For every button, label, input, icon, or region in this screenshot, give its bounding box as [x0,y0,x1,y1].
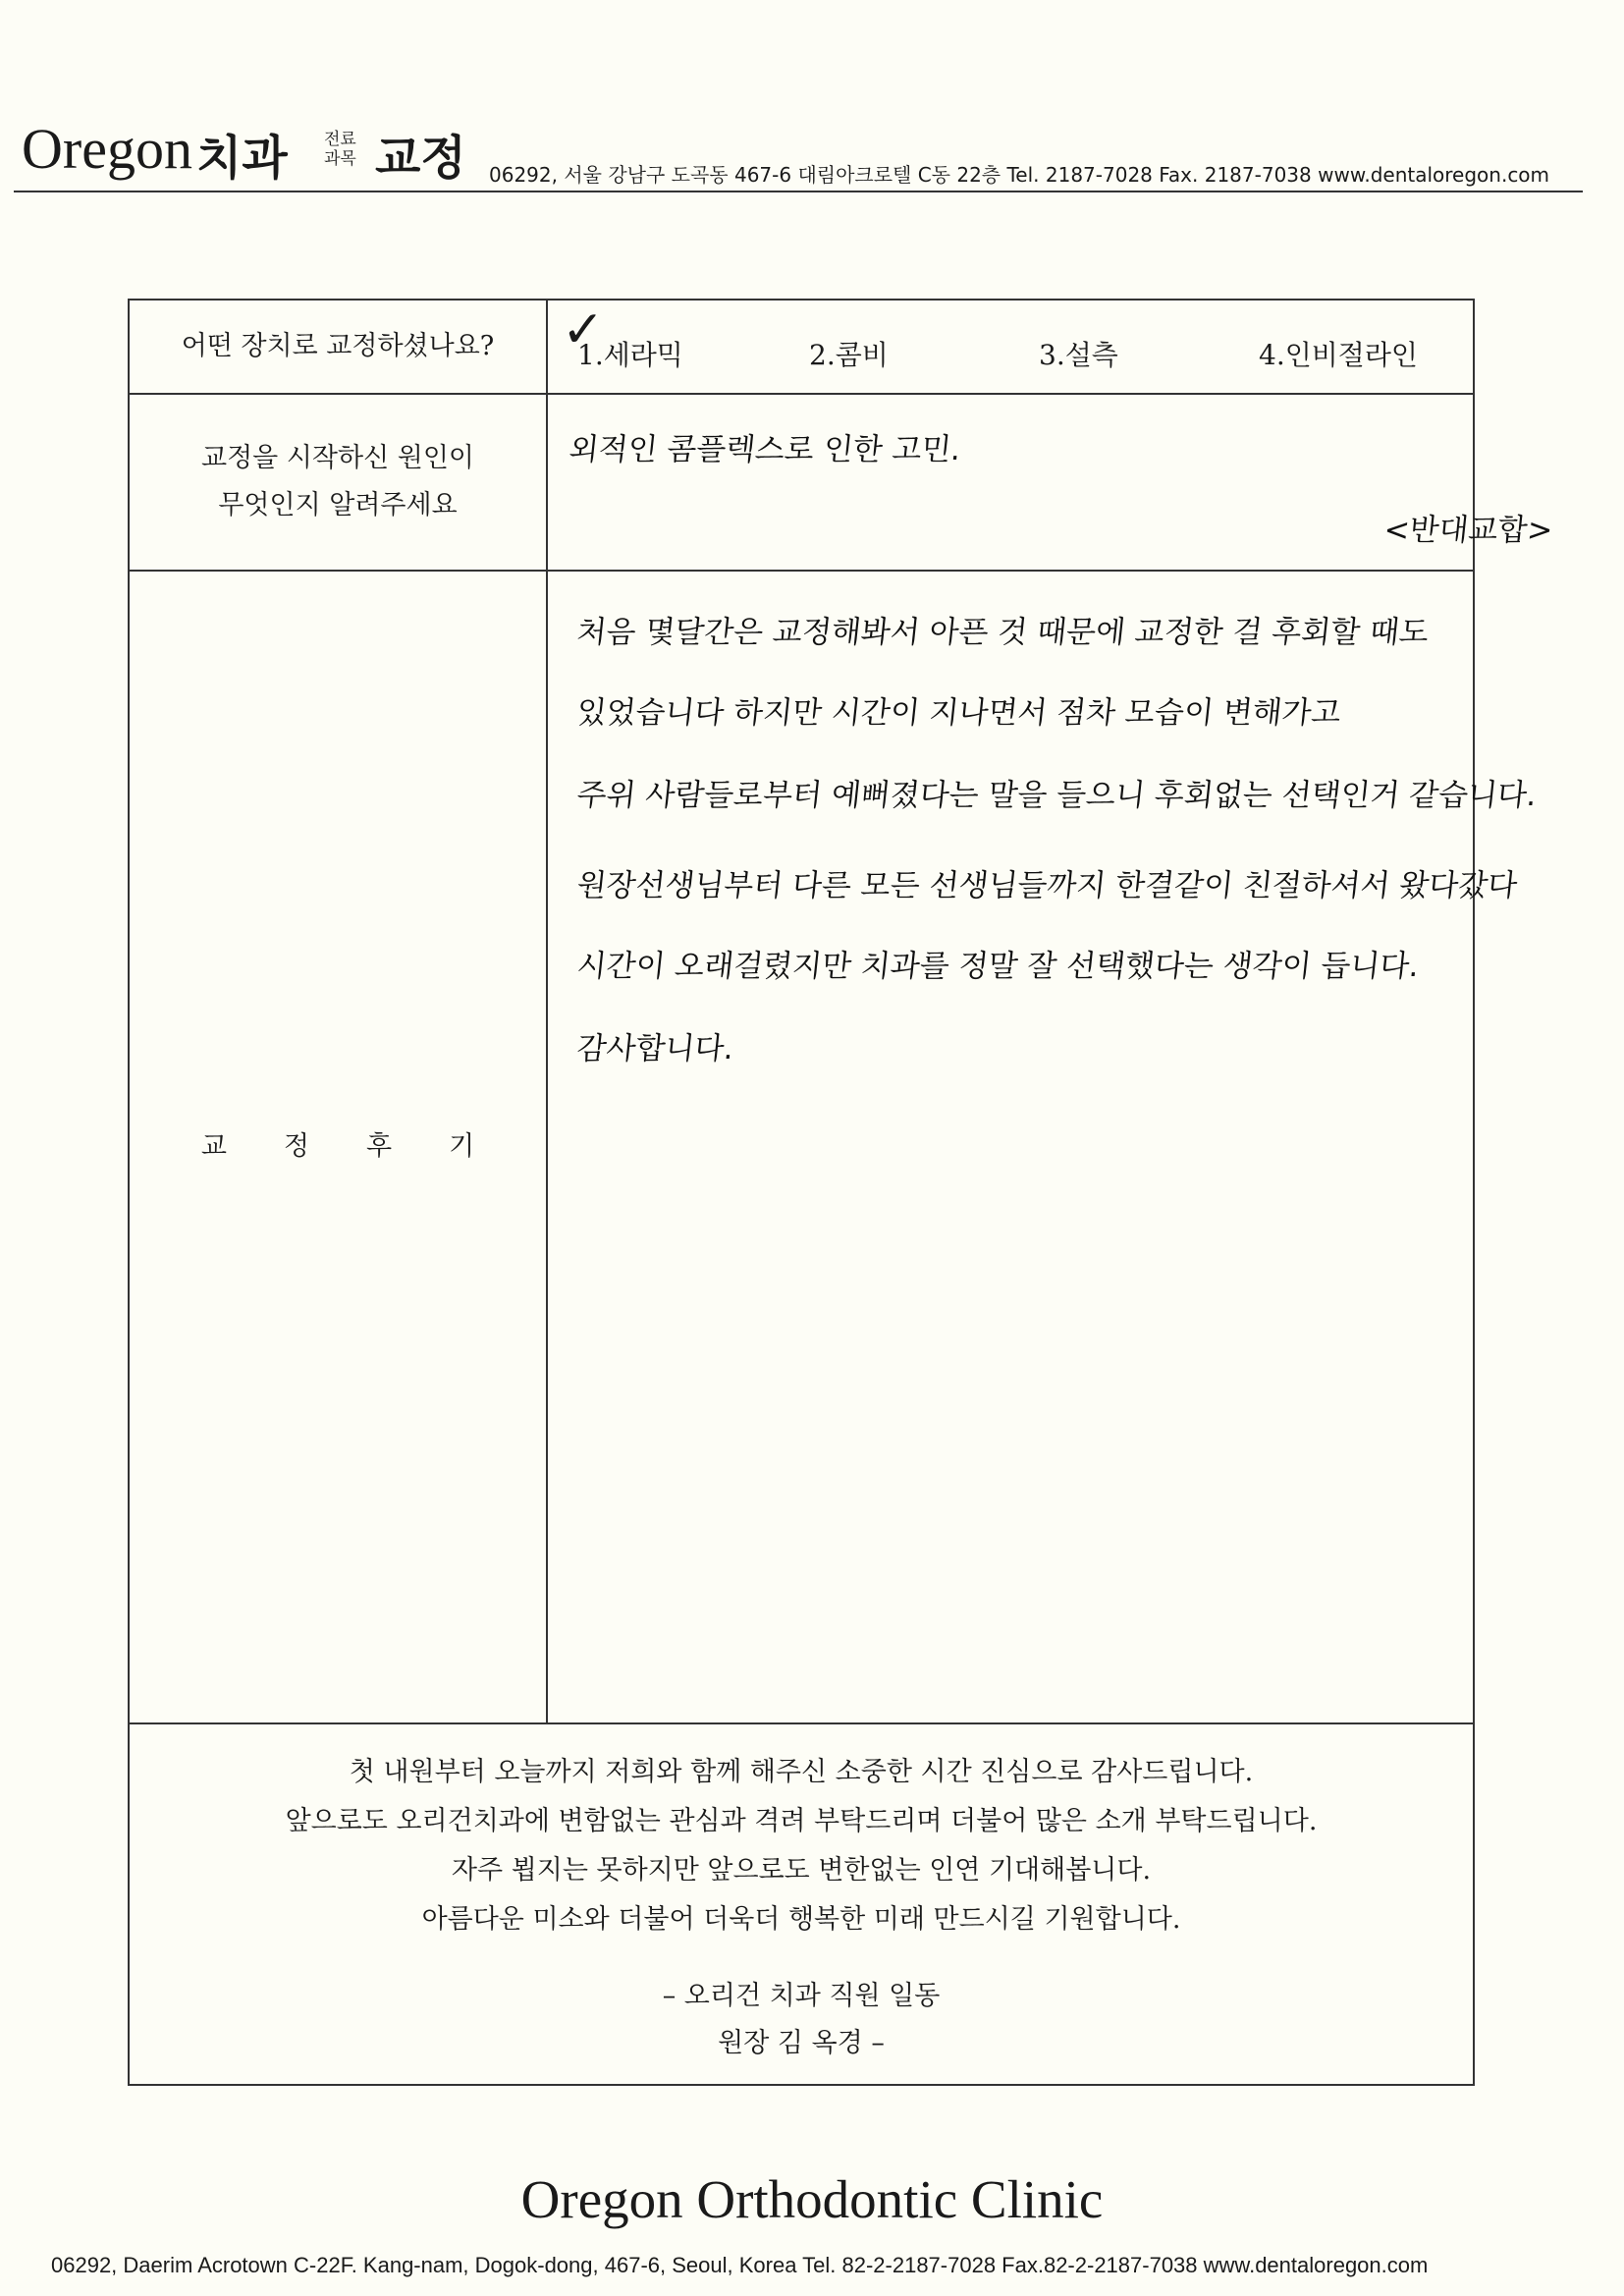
reason-question [130,395,548,570]
review-line: 주위 사람들로부터 예뻐졌다는 말을 들으니 후회없는 선택인거 같습니다. [574,778,1539,813]
review-form [128,299,1555,2086]
review-label [130,572,548,1722]
row-review [130,572,1539,1724]
header-divider [14,191,1583,192]
brand-name-en: Oregon [22,117,192,181]
row-appliance [130,301,1473,395]
brand-specialty: 교정 [375,131,466,186]
closing-line: 첫 내원부터 오늘까지 저희와 함께 해주신 소중한 시간 진심으로 감사드립니다. [349,1757,1254,1787]
brand-category [324,130,356,169]
reason-question-line2: 무엇인지 알려주세요 [218,490,458,520]
reason-note: <반대교합> [1381,513,1555,548]
reason-answer-area [548,395,1555,570]
header-contact-info: 06292, 서울 강남구 도곡동 467-6 대림아크로텔 C동 22층 Tel. 2187-7028 Fax. 2187-7038 www.dentaloregon.com [489,163,1550,187]
option-invisalign[interactable]: 4.인비절라인 [1259,339,1418,371]
option-lingual[interactable]: 3.설측 [1039,339,1118,371]
brand-name-ko: 치과 [196,131,288,186]
footer-contact-info: 06292, Daerim Acrotown C-22F. Kang-nam, Dogok-dong, 467-6, Seoul, Korea Tel. 82-2-2187-7028 Fax.82-2-2187-7038 www.dentaloregon.com [51,2253,1429,2277]
closing-line: 자주 뵙지는 못하지만 앞으로도 변한없는 인연 기대해봅니다. [451,1855,1152,1886]
review-line: 처음 몇달간은 교정해봐서 아픈 것 때문에 교정한 걸 후회할 때도 [574,615,1431,650]
appliance-question: 어떤 장치로 교정하셨나요? [130,301,548,393]
checkmark-icon: ✓ [562,301,605,359]
letterhead [22,116,1593,194]
review-line: 원장선생님부터 다른 모든 선생님들까지 한결같이 친절하셔서 왔다갔다 [574,868,1520,903]
review-line: 있었습니다 하지만 시간이 지나면서 점차 모습이 변해가고 [574,695,1343,731]
closing-line: 아름다운 미소와 더불어 더욱더 행복한 미래 만드시길 기원합니다. [421,1904,1181,1935]
appliance-options [548,301,1473,393]
option-combi[interactable]: 2.콤비 [809,339,889,371]
closing-line: 앞으로도 오리건치과에 변함없는 관심과 격려 부탁드리며 더불어 많은 소개 부탁드립니다. [285,1806,1318,1836]
review-text-area [548,572,1539,1722]
brand-category-bottom: 과목 [324,149,356,169]
review-label-text: 교정후기 [200,1131,532,1162]
reason-answer: 외적인 콤플렉스로 인한 고민. [567,432,963,467]
closing-signature-line2: 원장 김 옥경 – [718,2028,885,2058]
review-line: 감사합니다. [574,1031,736,1066]
closing-signature-line1: – 오리건 치과 직원 일동 [662,1981,941,2011]
review-line: 시간이 오래걸렸지만 치과를 정말 잘 선택했다는 생각이 듭니다. [574,949,1421,984]
option-ceramic[interactable]: 1.세라믹 [577,339,683,371]
reason-question-line1: 교정을 시작하신 원인이 [201,443,474,473]
row-reason [130,395,1555,572]
footer-clinic-name: Oregon Orthodontic Clinic [520,2169,1104,2229]
closing-message [130,1724,1473,2086]
brand-category-top: 전료 [324,130,356,149]
